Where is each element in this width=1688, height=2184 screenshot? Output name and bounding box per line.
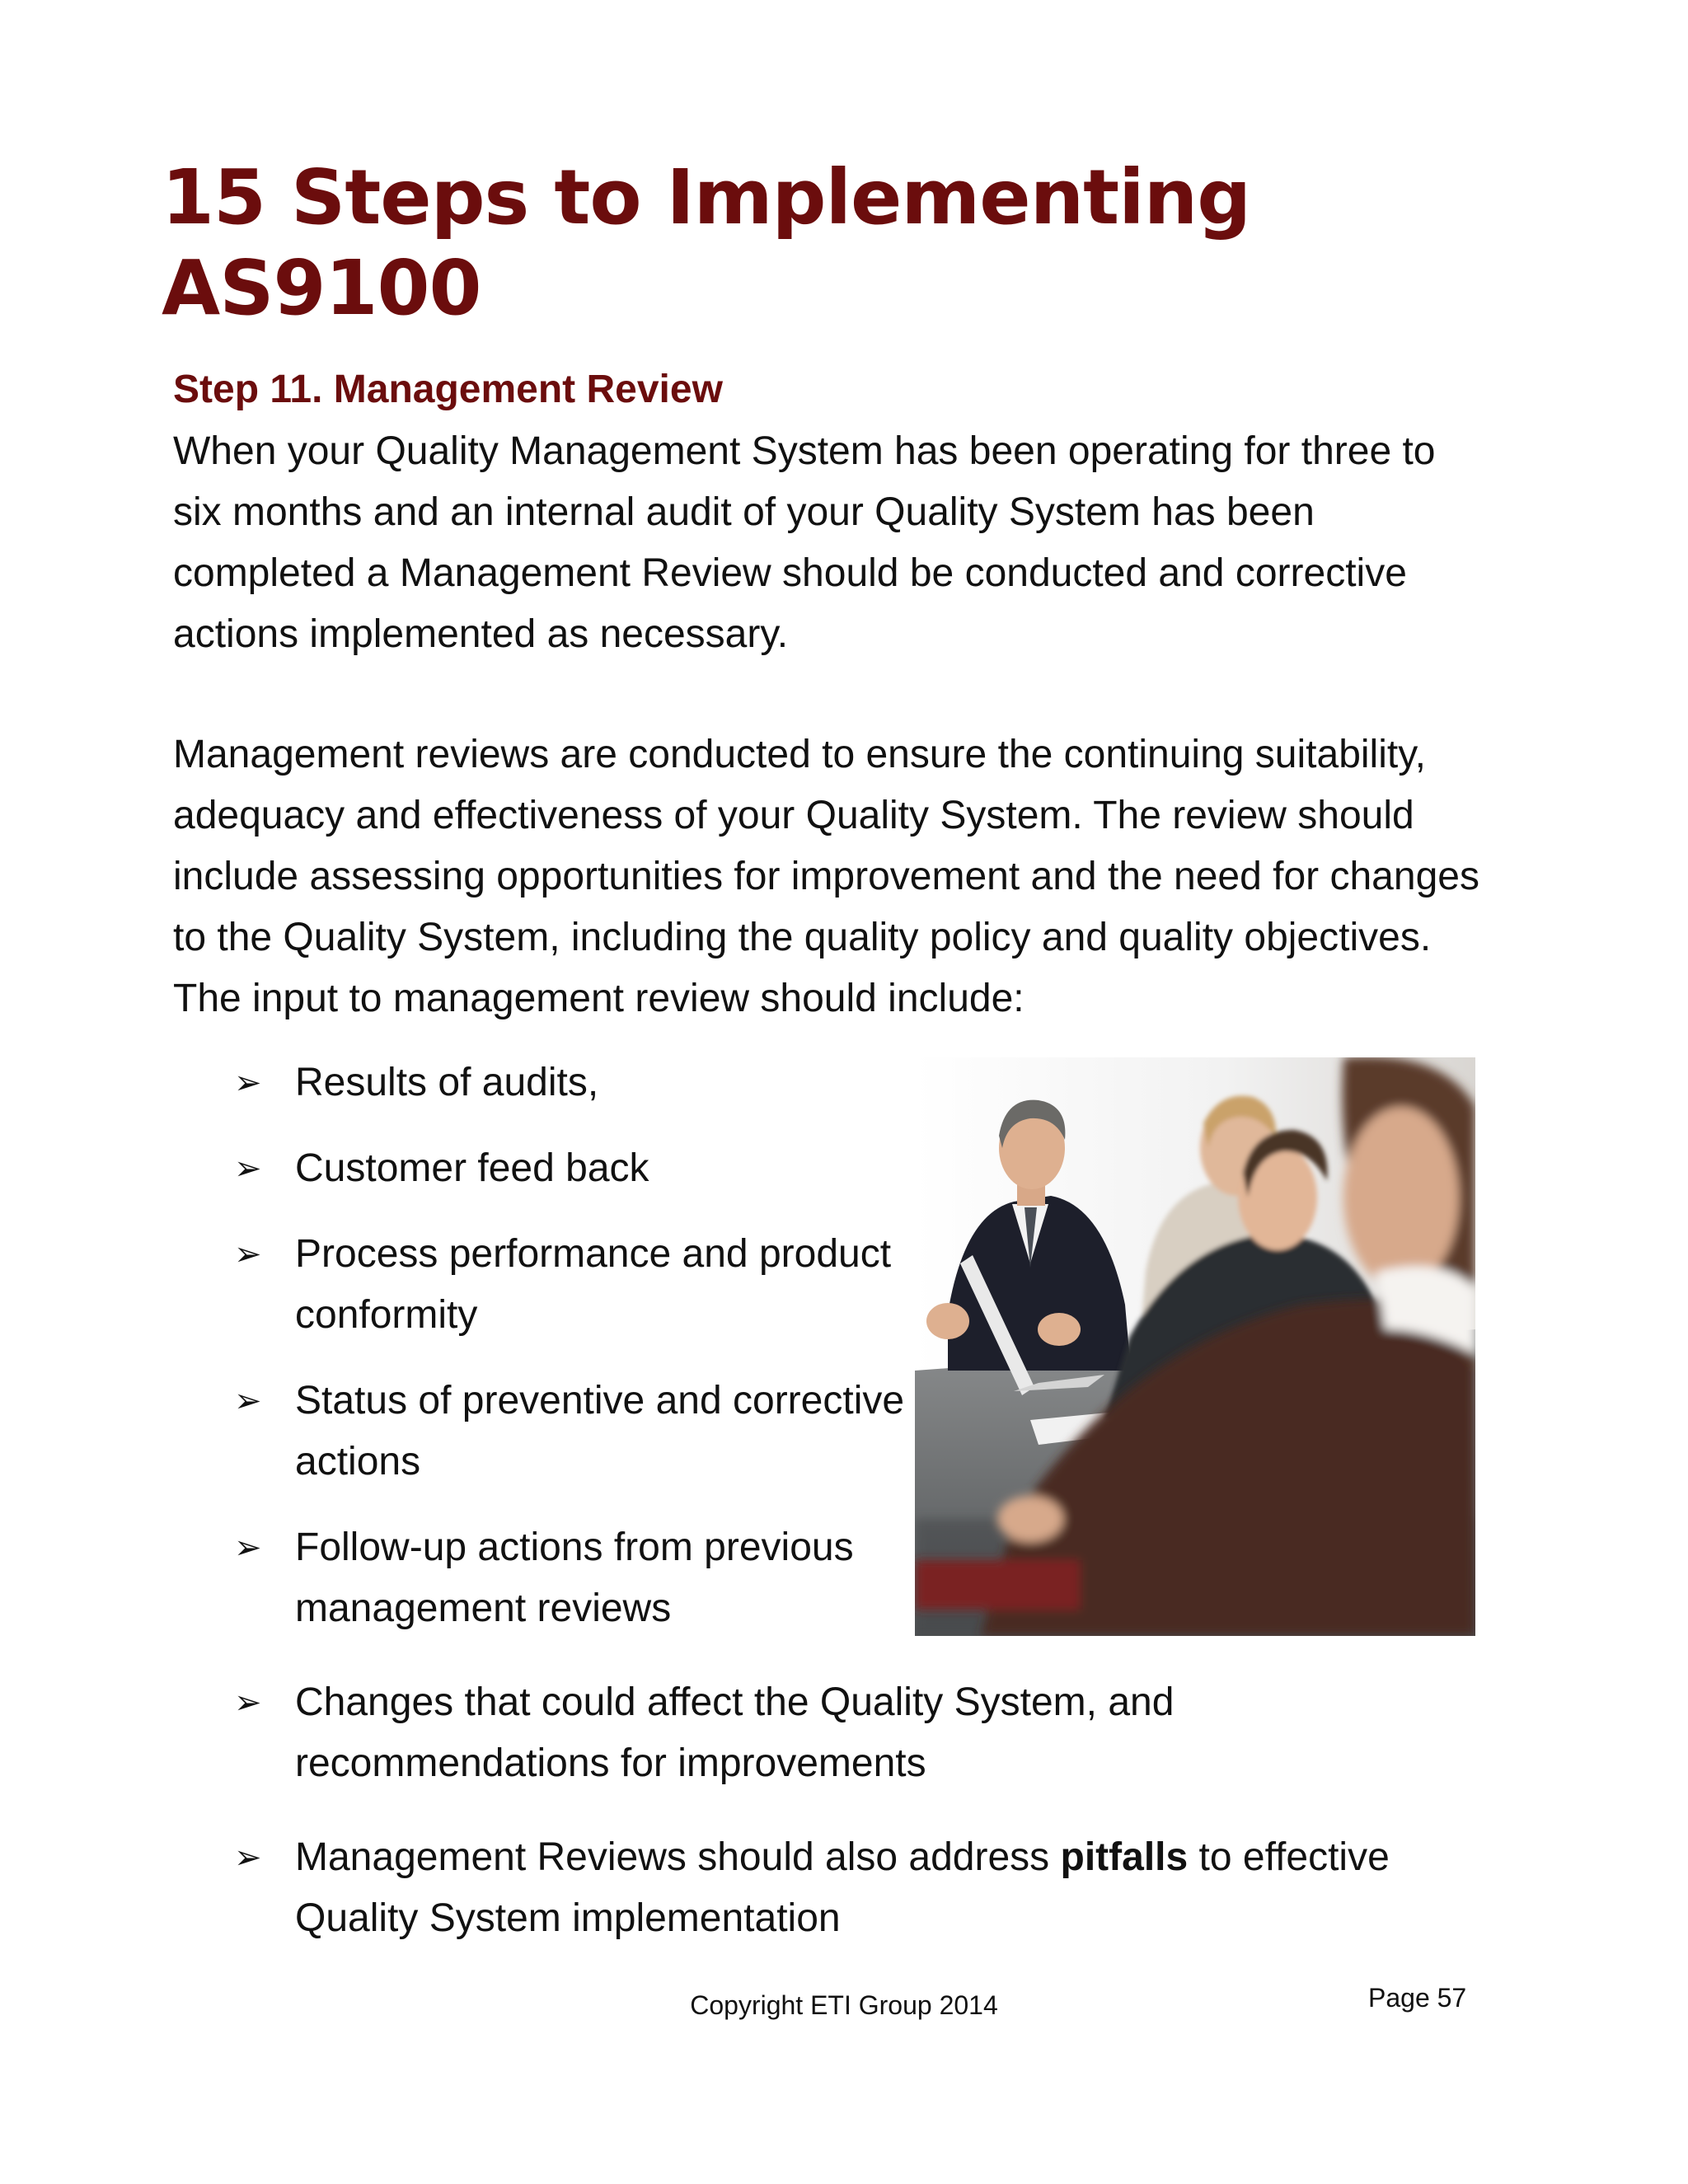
list-item-text: Changes that could affect the Quality System, and recommendations for improvements	[295, 1680, 1175, 1785]
list-item-text: Follow-up actions from previous management reviews	[295, 1526, 854, 1630]
list-item	[231, 1827, 1517, 1949]
business-meeting-photo	[915, 1057, 1475, 1636]
arrowhead-bullet-icon: ➢	[234, 1840, 262, 1876]
list-item-text: Results of audits,	[295, 1061, 599, 1104]
list-item-text: Status of preventive and corrective actions	[295, 1379, 905, 1483]
arrowhead-bullet-icon: ➢	[234, 1151, 262, 1187]
intro-paragraph: When your Quality Management System has been operating for three to six months and an internal audit of your Quality System has been completed a Management Review should be conducted and corrective actions implemented as necessary.	[173, 429, 1436, 656]
list-item-text-end: to effective Quality System implementation	[295, 1835, 1390, 1940]
arrowhead-bullet-icon: ➢	[234, 1685, 262, 1721]
list-item-text-start: Management Reviews should also address	[295, 1835, 1061, 1879]
arrowhead-bullet-icon: ➢	[234, 1383, 262, 1419]
arrowhead-bullet-icon: ➢	[234, 1530, 262, 1566]
arrowhead-bullet-icon: ➢	[234, 1065, 262, 1101]
review-paragraph: Management reviews are conducted to ensure the continuing suitability, adequacy and effectiveness of your Quality System. The review should include assessing opportunities for improvement and the need for changes to the Quality System, including the quality policy and quality objectives. The input to management review should include:	[173, 733, 1479, 1020]
document-title-line-2: AS9100	[162, 244, 481, 332]
page-number: Page 57	[1368, 1983, 1467, 2013]
list-item-text: Process performance and product conformity	[295, 1232, 892, 1337]
pitfalls-emphasis: pitfalls	[1060, 1835, 1189, 1879]
list-item	[231, 1672, 1517, 1794]
step-heading: Step 11. Management Review	[173, 368, 723, 411]
arrowhead-bullet-icon: ➢	[234, 1236, 262, 1272]
list-item-text: Customer feed back	[295, 1146, 649, 1190]
list-item-text	[295, 1827, 1465, 1949]
business-meeting-illustration	[915, 1057, 1475, 1636]
document-title	[162, 152, 1398, 334]
footer-copyright: Copyright ETI Group 2014	[690, 1990, 998, 2020]
document-title-line-1: 15 Steps to Implementing	[162, 153, 1251, 241]
